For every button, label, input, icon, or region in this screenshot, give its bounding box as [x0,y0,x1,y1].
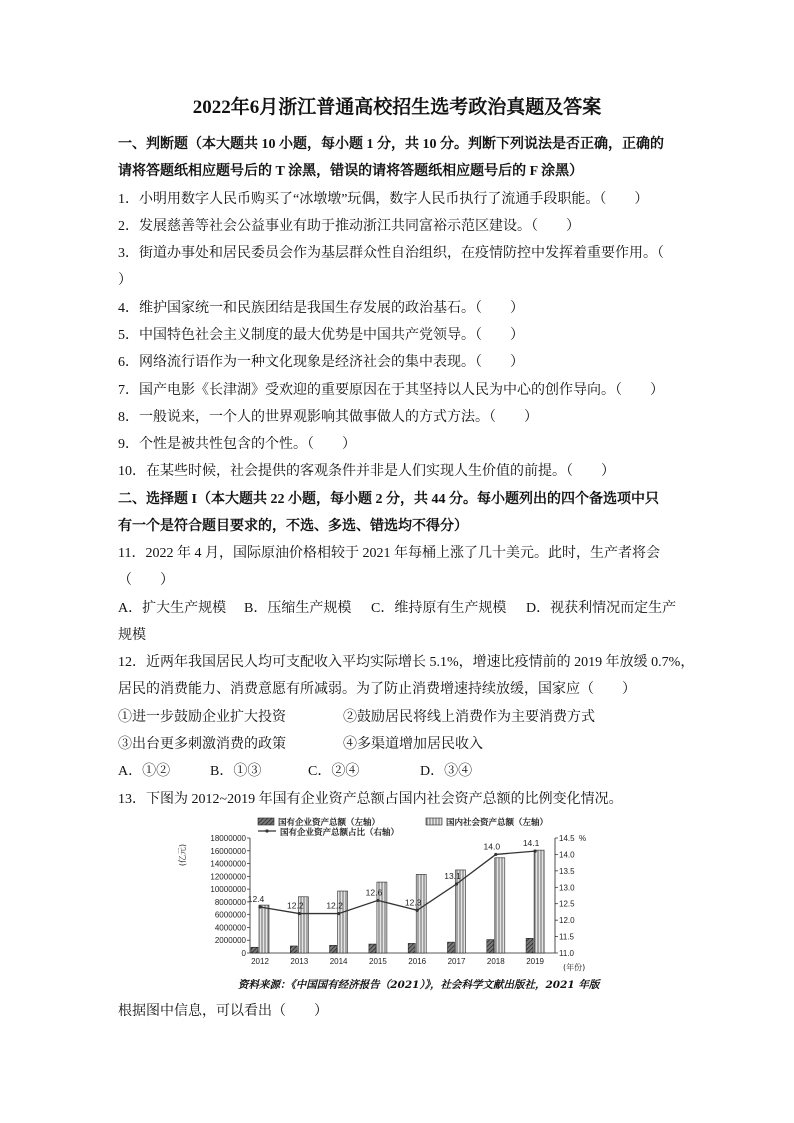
legend-label-social-assets: 国内社会资产总额（左轴） [446,818,549,828]
section2-heading-line-1: 二、选择题 I（本大题共 22 小题，每小题 2 分，共 44 分。每小题列出的四个备选项中只 [118,492,659,507]
legend-swatch-share-marker [265,829,268,832]
share-data-label: 12.4 [247,894,265,904]
q12-statement-3: ③出台更多刺激消费的政策 [118,737,286,752]
q11-stem-line-2: （ ） [118,573,174,588]
y2-tick-label: 12.5 [559,899,575,909]
judgment-item-4: 4．维护国家统一和民族团结是我国生存发展的政治基石。（ ） [118,301,524,316]
x-axis-label: (年份) [563,963,586,972]
bar-social-assets [259,905,269,953]
judgment-item-3: 3．街道办事处和居民委员会作为基层群众性自治组织，在疫情防控中发挥着重要作用。（ [118,246,664,261]
bar-state-assets [369,944,376,953]
x-tick-label: 2019 [526,957,544,966]
bar-state-assets [487,940,494,953]
y-tick-label: 16000000 [210,846,246,856]
x-tick-label: 2013 [290,957,309,966]
bar-state-assets [330,945,337,953]
share-data-label: 12.6 [365,887,383,898]
q12-option-c: C．②④ [308,764,360,779]
section2-heading-line-2: 有一个是符合题目要求的，不选、多选、错选均不得分） [118,519,468,534]
y2-tick-label: 12.0 [559,916,575,926]
share-data-label: 14.1 [522,838,540,849]
share-point [376,899,379,902]
q13-follow-up: 根据图中信息，可以看出（ ） [118,1004,328,1019]
y-tick-label: 18000000 [210,834,246,843]
bar-social-assets [495,858,505,953]
judgment-item-1: 1．小明用数字人民币购买了“冰墩墩”玩偶，数字人民币执行了流通手段职能。（ ） [118,192,649,207]
q12-statement-4: ④多渠道增加居民收入 [343,737,483,752]
bar-social-assets [416,874,426,953]
q11-option-d-wrap: 规模 [118,628,146,643]
q12-statement-2: ②鼓励居民将线上消费作为主要消费方式 [343,710,595,725]
q11-option-d: D．视获利情况而定生产 [526,601,677,616]
x-tick-label: 2012 [251,957,269,966]
chart-marks [210,834,575,966]
y-tick-label: 12000000 [210,872,246,882]
y-tick-label: 0 [241,949,246,958]
q12-option-d: D．③④ [420,764,473,779]
share-data-label: 14.0 [483,841,501,852]
q12-stem-line-2: 居民的消费能力、消费意愿有所减弱。为了防止消费增速持续放缓，国家应（ ） [118,682,636,697]
q11-option-a: A．扩大生产规模 [118,601,227,616]
page-title: 2022年6月浙江普通高校招生选考政治真题及答案 [192,97,602,118]
x-tick-label: 2017 [447,957,466,966]
y-tick-label: 2000000 [214,936,246,946]
y2-axis-unit: % [579,834,587,843]
judgment-item-6: 6．网络流行语作为一种文化现象是经济社会的集中表现。（ ） [118,355,524,370]
chart-source: 资料来源：《中国国有经济报告（2021）》，社会科学文献出版社，2021 年版 [238,979,600,991]
y-tick-label: 8000000 [214,897,246,907]
share-data-label: 12.3 [404,897,422,908]
x-tick-label: 2016 [408,957,427,966]
y-axis-label: (亿元) [178,843,187,867]
judgment-item-9: 9．个性是被共性包含的个性。（ ） [118,437,356,452]
judgment-item-3-wrap: ） [118,273,132,288]
share-point [534,850,537,853]
bar-state-assets [526,938,533,953]
legend-label-share: 国有企业资产总额占比（右轴） [280,828,400,838]
y2-tick-label: 11.0 [559,949,574,958]
section1-heading-line-2: 请将答题纸相应题号后的 T 涂黑，错误的请将答题纸相应题号后的 F 涂黑） [118,164,584,179]
share-point [494,853,497,856]
share-point [337,912,340,915]
y2-tick-label: 14.5 [559,834,575,843]
bar-social-assets [456,870,466,953]
bar-state-assets [408,943,415,953]
share-point [455,882,458,885]
q11-option-c: C．维持原有生产规模 [371,601,507,616]
y2-tick-label: 13.0 [559,883,575,893]
bar-state-assets [448,942,455,953]
judgment-item-8: 8．一般说来，一个人的世界观影响其做事做人的方式方法。（ ） [118,410,538,425]
bar-state-assets [290,946,297,953]
q13-stem: 13．下图为 2012~2019 年国有企业资产总额占国内社会资产总额的比例变化情况。 [118,792,623,807]
share-data-label: 12.2 [326,900,343,911]
y2-tick-label: 13.5 [559,866,575,876]
y2-tick-label: 11.5 [559,932,574,942]
y-tick-label: 14000000 [210,859,246,869]
chart-legend [258,817,548,838]
q11-stem-line-1: 11．2022 年 4 月，国际原油价格相较于 2021 年每桶上涨了几十美元。此时，生产者将会 [118,546,660,561]
bar-state-assets [251,947,258,953]
q11-option-b: B．压缩生产规模 [244,601,352,616]
y-tick-label: 6000000 [214,910,246,920]
share-point [258,905,261,908]
state-asset-share-chart [165,810,625,995]
y2-tick-label: 14.0 [559,850,575,860]
q12-stem-line-1: 12．近两年我国居民人均可支配收入平均实际增长 5.1%，增速比疫情前的 2019 年放缓 0.7%， [118,655,695,670]
q12-option-a: A．①② [118,764,171,779]
x-tick-label: 2014 [329,957,348,966]
judgment-item-5: 5．中国特色社会主义制度的最大优势是中国共产党领导。（ ） [118,328,524,343]
bar-social-assets [534,850,544,953]
share-data-label: 13.1 [444,871,461,881]
share-point [298,912,301,915]
q12-statement-1: ①进一步鼓励企业扩大投资 [118,710,286,725]
y-tick-label: 10000000 [210,885,246,895]
q12-option-b: B．①③ [210,764,262,779]
section1-heading-line-1: 一、判断题（本大题共 10 小题，每小题 1 分，共 10 分。判断下列说法是否正确，正确的 [118,137,664,152]
legend-swatch-state-assets [258,818,274,825]
share-data-label: 12.2 [287,900,304,911]
share-point [416,909,419,912]
y-tick-label: 4000000 [214,923,246,933]
legend-swatch-social-assets [426,818,442,825]
judgment-item-10: 10．在某些时候，社会提供的客观条件并非是人们实现人生价值的前提。（ ） [118,464,615,479]
judgment-item-7: 7．国产电影《长津湖》受欢迎的重要原因在于其坚持以人民为中心的创作导向。（ ） [118,383,664,398]
legend-label-state-assets: 国有企业资产总额（左轴） [278,818,381,828]
x-tick-label: 2018 [486,957,505,966]
x-tick-label: 2015 [369,957,387,966]
judgment-item-2: 2．发展慈善等社会公益事业有助于推动浙江共同富裕示范区建设。（ ） [118,219,580,234]
